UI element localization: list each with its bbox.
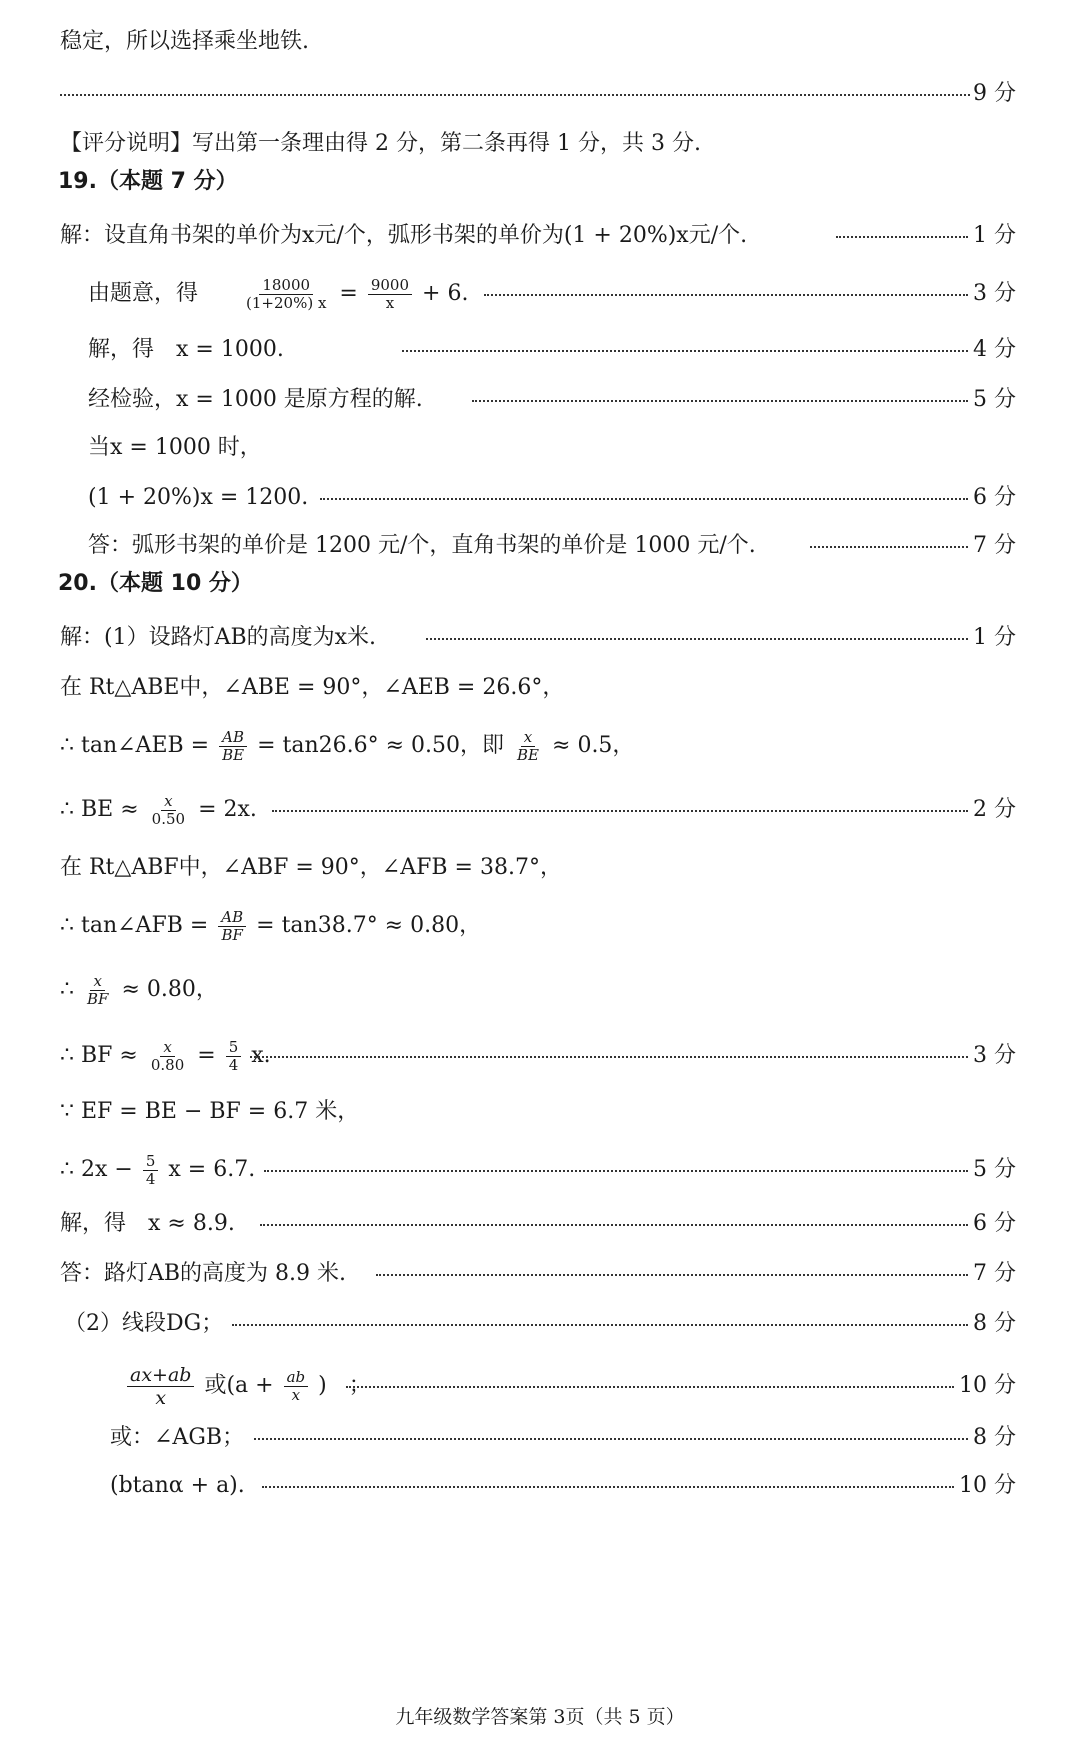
score-label: 5 分 bbox=[973, 387, 1016, 412]
equation-line: 由题意，得 $\frac{18000}{(1+20\%) x}$ = $\frac{9000}{x}$ + 6. 3 分 bbox=[0, 270, 1080, 318]
dot-leader bbox=[264, 1170, 968, 1172]
body-text: 解：设直角书架的单价为x元/个，弧形书架的单价为(1 + 20%)x元/个. bbox=[60, 223, 748, 248]
dot-leader bbox=[484, 294, 968, 296]
question-19-title: 19.（本题 7 分） bbox=[58, 169, 238, 194]
equation-line: ∴ tan∠AEB = $\frac{AB}{BE}$ = tan26.6° ≈ 0.50，即 $\frac{x}{BE}$ ≈ 0.5， bbox=[60, 727, 635, 764]
answer-text: 答：路灯AB的高度为 8.9 米. bbox=[60, 1261, 347, 1286]
score-label: 9 分 bbox=[973, 81, 1016, 106]
text-line bbox=[0, 478, 1080, 518]
question-title bbox=[0, 162, 1080, 202]
text-line bbox=[0, 1466, 1080, 1506]
text-line bbox=[0, 848, 1080, 888]
dot-leader bbox=[810, 546, 968, 548]
dot-leader bbox=[836, 236, 968, 238]
dot-leader bbox=[472, 400, 968, 402]
dot-leader bbox=[426, 638, 968, 640]
dot-leader bbox=[250, 1056, 968, 1058]
score-line bbox=[0, 74, 1080, 114]
text-line bbox=[0, 22, 1080, 62]
dot-leader bbox=[346, 1386, 954, 1388]
text-line bbox=[0, 1204, 1080, 1244]
fraction: $\frac{9000}{x}$ bbox=[368, 277, 412, 312]
score-label: 10 分 bbox=[959, 1473, 1016, 1498]
fraction: $\frac{5}{4}$ bbox=[226, 1039, 242, 1074]
dot-leader bbox=[320, 498, 968, 500]
text-line bbox=[0, 618, 1080, 658]
text-line bbox=[0, 124, 1080, 164]
question-title bbox=[0, 564, 1080, 604]
text-line bbox=[0, 380, 1080, 420]
body-text: 在 Rt△ABF中，∠ABF = 90°，∠AFB = 38.7°， bbox=[60, 855, 562, 880]
fraction: $\frac{AB}{BF}$ bbox=[218, 909, 246, 944]
text-line bbox=[0, 330, 1080, 370]
score-label: 1 分 bbox=[973, 223, 1016, 248]
scoring-note: 【评分说明】写出第一条理由得 2 分，第二条再得 1 分，共 3 分. bbox=[60, 131, 701, 156]
dot-leader bbox=[272, 810, 968, 812]
fraction: $\frac{x}{BF}$ bbox=[87, 971, 109, 1008]
score-label: 2 分 bbox=[973, 797, 1016, 822]
body-text: (1 + 20%)x = 1200. bbox=[88, 485, 309, 510]
text-line bbox=[0, 216, 1080, 256]
body-text: 稳定，所以选择乘坐地铁. bbox=[60, 29, 309, 54]
fraction: $\frac{x}{0.50}$ bbox=[151, 791, 186, 828]
equation-line: ∴ BE ≈ $\frac{x}{0.50}$ = 2x. 2 分 bbox=[0, 786, 1080, 834]
text-line bbox=[0, 1254, 1080, 1294]
body-text: 解，得 x ≈ 8.9. bbox=[60, 1211, 235, 1236]
dot-leader bbox=[254, 1438, 968, 1440]
question-20-title: 20.（本题 10 分） bbox=[58, 571, 253, 596]
equation-line: ∴ BF ≈ $\frac{x}{0.80}$ = $\frac{5}{4}$ x. 3 分 bbox=[0, 1032, 1080, 1080]
score-label: 1 分 bbox=[973, 625, 1016, 650]
score-label: 3 分 bbox=[973, 1043, 1016, 1068]
text-line bbox=[0, 1304, 1080, 1344]
score-label: 5 分 bbox=[973, 1157, 1016, 1182]
body-text: 解，得 x = 1000. bbox=[88, 337, 284, 362]
dot-leader bbox=[402, 350, 968, 352]
fraction: $\frac{ab}{x}$ bbox=[284, 1369, 309, 1404]
text-line bbox=[0, 668, 1080, 708]
body-text: 解：(1）设路灯AB的高度为x米. bbox=[60, 625, 377, 650]
text-line bbox=[0, 526, 1080, 566]
fraction: $\frac{5}{4}$ bbox=[143, 1153, 159, 1188]
score-label: 8 分 bbox=[973, 1425, 1016, 1450]
score-label: 8 分 bbox=[973, 1311, 1016, 1336]
fraction: $\frac{18000}{(1+20\%) x}$ bbox=[246, 275, 327, 312]
score-label: 7 分 bbox=[973, 1261, 1016, 1286]
dot-leader bbox=[232, 1324, 968, 1326]
fraction: $\frac{x}{BE}$ bbox=[517, 727, 540, 764]
text-line bbox=[0, 1418, 1080, 1458]
score-label: 7 分 bbox=[973, 533, 1016, 558]
score-label: 6 分 bbox=[973, 1211, 1016, 1236]
page-footer: 九年级数学答案第 3页（共 5 页） bbox=[395, 1706, 685, 1728]
score-label: 6 分 bbox=[973, 485, 1016, 510]
body-text: 或：∠AGB； bbox=[110, 1425, 245, 1450]
dot-leader bbox=[262, 1486, 954, 1488]
body-text: ∵ EF = BE − BF = 6.7 米， bbox=[60, 1099, 360, 1124]
score-label: 4 分 bbox=[973, 337, 1016, 362]
score-label: 3 分 bbox=[973, 281, 1016, 306]
body-text: 经检验，x = 1000 是原方程的解. bbox=[88, 387, 423, 412]
equation-line: ∴ tan∠AFB = $\frac{AB}{BF}$ = tan38.7° ≈ 0.80， bbox=[60, 907, 482, 944]
dot-leader bbox=[260, 1224, 968, 1226]
equation-line: $\frac{ax+ab}{x}$ 或(a + $\frac{ab}{x}$ ) ； 10 分 bbox=[0, 1358, 1080, 1414]
text-line bbox=[0, 1092, 1080, 1132]
dot-leader bbox=[60, 94, 970, 96]
fraction: $\frac{x}{0.80}$ bbox=[150, 1037, 185, 1074]
body-text: (btanα + a). bbox=[110, 1473, 245, 1498]
body-text: 由题意，得 bbox=[88, 281, 199, 306]
text-line bbox=[0, 428, 1080, 468]
body-text: 在 Rt△ABE中，∠ABE = 90°，∠AEB = 26.6°， bbox=[60, 675, 565, 700]
body-text: 当x = 1000 时， bbox=[88, 435, 262, 460]
dot-leader bbox=[376, 1274, 968, 1276]
equation-line: ∴ 2x − $\frac{5}{4}$ x = 6.7. 5 分 bbox=[0, 1146, 1080, 1194]
score-label: 10 分 bbox=[959, 1373, 1016, 1398]
fraction: $\frac{AB}{BE}$ bbox=[219, 729, 247, 764]
answer-text: 答：弧形书架的单价是 1200 元/个，直角书架的单价是 1000 元/个. bbox=[88, 533, 756, 558]
fraction: $\frac{ax+ab}{x}$ bbox=[127, 1364, 194, 1409]
body-text: （2）线段DG； bbox=[64, 1311, 224, 1336]
equation-line: ∴ $\frac{x}{BF}$ ≈ 0.80， bbox=[60, 971, 218, 1008]
